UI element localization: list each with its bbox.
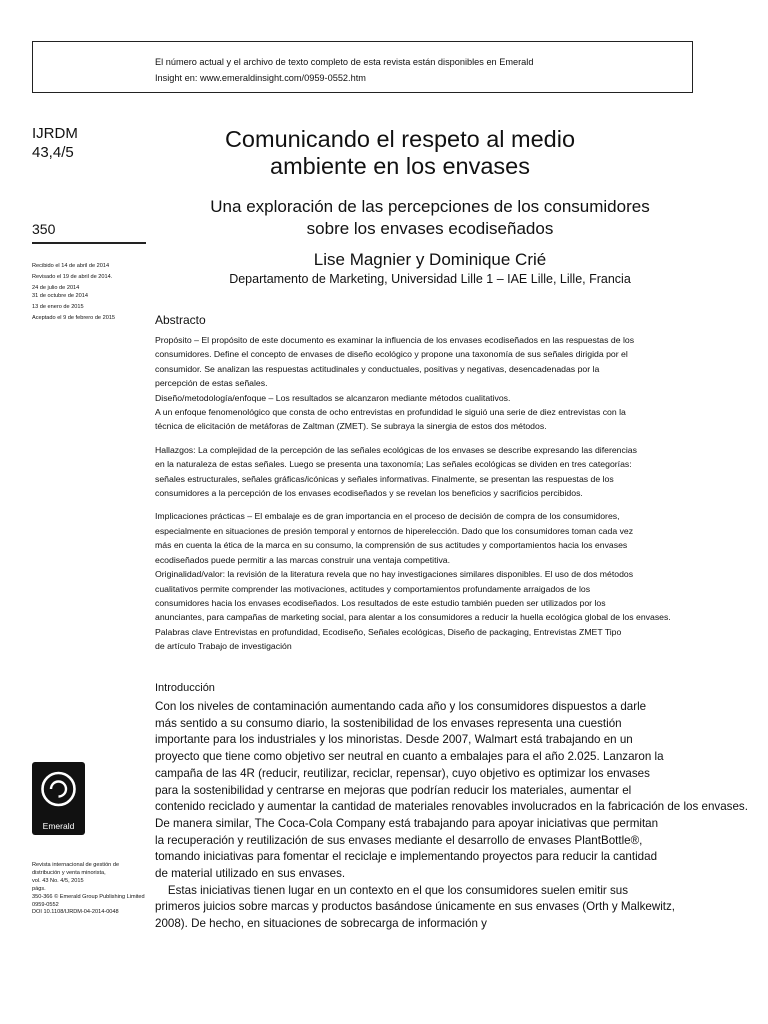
intro-line: primeros juicios sobre marcas y productos basándose únicamente en sus envases (Orth y Malkewitz, [155,900,676,914]
article-type-line: de artículo Trabajo de investigación [155,641,292,652]
abstract-line: Propósito – El propósito de este documento es examinar la influencia de los envases ecodiseñados en las respuestas de los [155,335,635,345]
journal-volume: 43,4/5 [32,144,74,161]
abstract-heading: Abstracto [155,313,206,327]
emerald-logo-text: Emerald [42,821,75,831]
intro-line: más sentido a su consumo diario, la sostenibilidad de los envases representa una cuestión [155,716,622,730]
abstract-line: cualitativos permite comprender las motivaciones, actitudes y comportamientos profundamente arraigados de los [155,583,591,594]
citation-line: págs. [32,885,46,892]
title-line-2: ambiente en los envases [270,153,530,179]
abstract-line: Hallazgos: La complejidad de la percepción de las señales ecológicas de los envases se describe expresando las diferencias [155,444,637,455]
notice-line-2: Insight en: www.emeraldinsight.com/0959-0552.htm [155,73,366,83]
abstract-line: consumidores a la percepción de los envases ecodiseñados y se revelan los beneficios y sacrificios percibidos. [155,488,583,499]
availability-notice [155,54,533,86]
article-subtitle [150,196,710,240]
authors: Lise Magnier y Dominique Crié [313,250,547,269]
title-line-1: Comunicando el respeto al medio [224,126,576,152]
abstract-line: técnica de elicitación de metáforas de Zaltman (ZMET). Se subraya la sinergia de estos dos métodos. [155,421,547,432]
date-received: Recibido el 14 de abril de 2014 [32,263,110,269]
date-revised-4: 13 de enero de 2015 [32,304,84,310]
subtitle-line-2: sobre los envases ecodiseñados [306,219,554,238]
introduction-heading: Introducción [155,682,215,694]
citation-line: 0959-0552 [32,901,59,908]
keywords-line: Palabras clave Entrevistas en profundidad, Ecodiseño, Señales ecológicas, Diseño de packaging, Entrevistas ZMET Tipo [155,626,622,637]
intro-line: la recuperación y reutilización de sus envases mediante el desarrollo de envases PlantBottle®, [155,833,643,847]
abstract-line: más en cuenta la ética de la marca en su consumo, la comprensión de sus actitudes y comportamientos hacia los envases [155,540,628,551]
abstract-line: consumidor. Se analizan las respuestas actitudinales y conductuales, positivas y negativas, desencadenadas por la [155,363,600,374]
abstract-line: señales estructurales, señales gráficas/icónicas y señales informativas. Finalmente, se presentan las respuestas de los [155,473,614,484]
article-title [160,126,640,180]
page-number-rule [32,242,146,244]
intro-line: Con los niveles de contaminación aumentando cada año y los consumidores dispuestos a darle [155,700,647,713]
date-revised: Revisado el 19 de abril de 2014. [32,274,113,280]
abstract-line: Diseño/metodología/enfoque – Los resultados se alcanzaron mediante métodos cualitativos. [155,392,511,403]
abstract-line: Originalidad/valor: la revisión de la literatura revela que no hay investigaciones similares disponibles. El uso de dos métodos [155,569,634,580]
intro-line: Estas iniciativas tienen lugar en un contexto en el que los consumidores suelen emitir sus [155,883,629,897]
date-revised-3: 31 de octubre de 2014 [32,293,88,299]
date-revised-2: 24 de julio de 2014 [32,285,80,291]
page-number: 350 [32,221,56,237]
citation-line: distribución y venta minorista, [32,869,106,876]
abstract-line: consumidores hacia los envases ecodiseñados. Los resultados de este estudio también pueden ser utilizados por los [155,597,606,608]
abstract-body [155,333,760,654]
abstract-line: consumidores. Define el concepto de envases de diseño ecológico y propone una taxonomía de sus señales dirigida por el [155,349,628,360]
citation-line: DOI 10.1108/IJRDM-04-2014-0048 [32,909,119,916]
journal-citation [32,862,152,917]
date-accepted: Aceptado el 9 de febrero de 2015 [32,315,116,321]
abstract-line: ecodiseñados puede permitir a las marcas construir una ventaja competitiva. [155,554,451,565]
emerald-logo-icon [32,762,85,822]
abstract-line: Implicaciones prácticas – El embalaje es de gran importancia en el proceso de decisión de compra de los consumidores, [155,511,620,522]
affiliation: Departamento de Marketing, Universidad Lille 1 – IAE Lille, Lille, Francia [229,272,631,286]
intro-line: para la sostenibilidad y centrarse en mejoras que podrían reducir los materiales, aumentar el [155,783,632,797]
journal-abbrev: IJRDM [32,125,78,142]
intro-line: 2008). De hecho, en situaciones de sobrecarga de información y [155,917,487,931]
citation-line: Revista internacional de gestión de [32,862,120,868]
intro-line: de material utilizado en sus envases. [155,867,346,881]
intro-line: contenido reciclado y aumentar la cantidad de materiales renovables involucrados en la fabricación de los envases. [155,800,748,814]
abstract-line: A un enfoque fenomenológico que consta de ocho entrevistas en profundidad le siguió una serie de diez entrevistas con la [155,407,626,418]
abstract-line: anunciantes, para campañas de marketing social, para alentar a los consumidores a reducir la huella ecológica global de los envases. [155,612,671,623]
notice-line-1: El número actual y el archivo de texto completo de esta revista están disponibles en Emerald [155,57,534,67]
intro-line: proyecto que tiene como objetivo ser neutral en cuanto a embalajes para el año 2.025. Lanzaron la [155,750,664,764]
abstract-line: percepción de estas señales. [155,378,268,389]
journal-code [32,124,78,162]
subtitle-line-1: Una exploración de las percepciones de los consumidores [210,197,650,216]
introduction-body [155,699,768,933]
intro-line: importante para los industriales y los minoristas. Desde 2007, Walmart está trabajando en un [155,733,633,747]
abstract-line: especialmente en situaciones de presión temporal y entornos de hiperelección. Dado que los consumidores toman cada vez [155,525,634,536]
intro-line: De manera similar, The Coca-Cola Company está trabajando para apoyar iniciativas que permitan [155,816,659,830]
intro-line: campaña de las 4R (reducir, reutilizar, reciclar, repensar), cuyo objetivo es optimizar los envases [155,766,650,780]
abstract-line: en la naturaleza de estas señales. Luego se presenta una taxonomía; Las señales ecológicas se dividen en tres categorías: [155,459,632,470]
article-dates [32,262,152,322]
intro-line: tomando iniciativas para fomentar el reciclaje e implementando proyectos para reducir la cantidad [155,850,658,864]
citation-line: 350-366 © Emerald Group Publishing Limited [32,893,145,900]
citation-line: vol. 43 No. 4/5, 2015 [32,877,84,884]
